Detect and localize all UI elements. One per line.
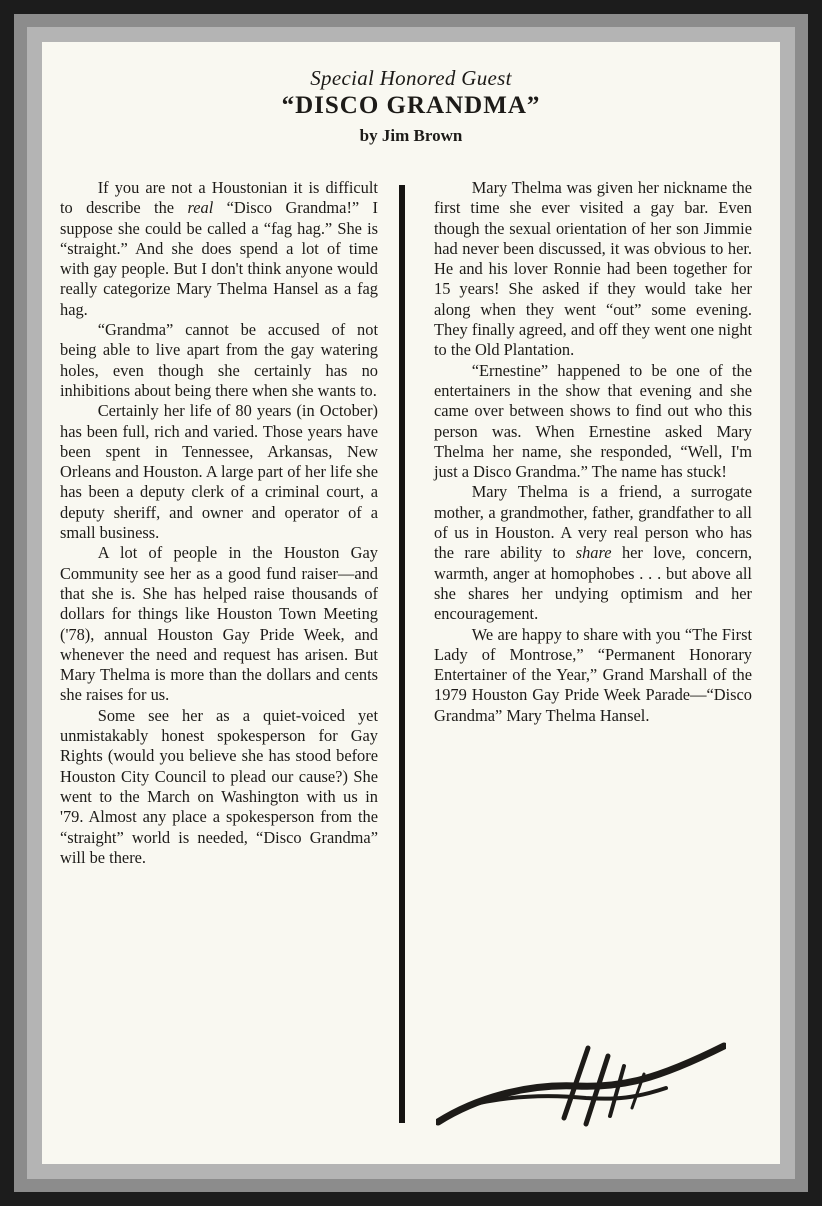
article-kicker: Special Honored Guest xyxy=(310,66,512,90)
paragraph: “Ernestine” happened to be one of the entertainers in the show that evening and she came over between shows to find out who this person was. When Ernestine asked Mary Thelma her name, she responded, “Well, I'm just a Disco Grandma.” The name has stuck! xyxy=(434,360,752,482)
column-divider xyxy=(399,185,405,1123)
magazine-page xyxy=(42,42,780,1164)
emphasis-real: real xyxy=(187,198,214,218)
paragraph: “Grandma” cannot be accused of not being able to live apart from the gay watering holes, even though she certainly has no inhibitions about being there when she wants to. xyxy=(60,320,378,400)
article-title: “DISCO GRANDMA” xyxy=(281,92,541,119)
paragraph: Certainly her life of 80 years (in October) has been full, rich and varied. Those years have been spent in Tennessee, Arkansas, New Orleans and Houston. A large part of her life she has been a deputy clerk of a criminal court, a deputy sheriff, and owner and operator of a small business. xyxy=(60,401,378,543)
article-byline: by Jim Brown xyxy=(359,126,463,145)
paragraph: Mary Thelma is a friend, a surrogate mother, a grandmother, father, grandfather to all of us in Houston. A very real person who has the rare ability to share her love, concern, warmth, anger at homophobes . . . but above all she shares her undying optimism and her encouragement. xyxy=(434,482,752,624)
paragraph: A lot of people in the Houston Gay Community see her as a good fund raiser—and that she is. She has helped raise thousands of dollars for things like Houston Town Meeting ('78), annual Houston Gay Pride Week, and whenever the need and request has arisen. But Mary Thelma is more than the dollars and cents she raises for us. xyxy=(60,543,378,705)
paragraph: We are happy to share with you “The First Lady of Montrose,” “Permanent Honorary Entertainer of the Year,” Grand Marshall of the 1979 Houston Gay Pride Week Parade—“Disco Grandma” Mary Thelma Hansel. xyxy=(434,624,752,725)
left-column xyxy=(60,178,378,868)
right-column xyxy=(434,178,752,726)
paragraph: Mary Thelma was given her nickname the first time she ever visited a gay bar. Even though the sexual orientation of her son Jimmie had never been discussed, it was obvious to her. He and his lover Ronnie had been together for 15 years! She asked if they would take her along when they went “out” some evening. They finally agreed, and off they went one night to the Old Plantation. xyxy=(434,178,752,360)
paragraph: If you are not a Houstonian it is difficult to describe the real “Disco Grandma!” I suppose she could be called a “fag hag.” She is “straight.” And she does spend a lot of time with gay people. But I don't think anyone would really categorize Mary Thelma Hansel as a fag hag. xyxy=(60,178,378,319)
emphasis-share: share xyxy=(575,543,612,563)
paragraph: Some see her as a quiet-voiced yet unmistakably honest spokesperson for Gay Rights (would you believe she has stood before Houston City Council to plead our cause?) She went to the March on Washington with us in '79. Almost any place a spokesperson from the “straight” world is needed, “Disco Grandma” will be there. xyxy=(60,705,378,867)
brushstroke-signature-icon xyxy=(436,1014,726,1134)
